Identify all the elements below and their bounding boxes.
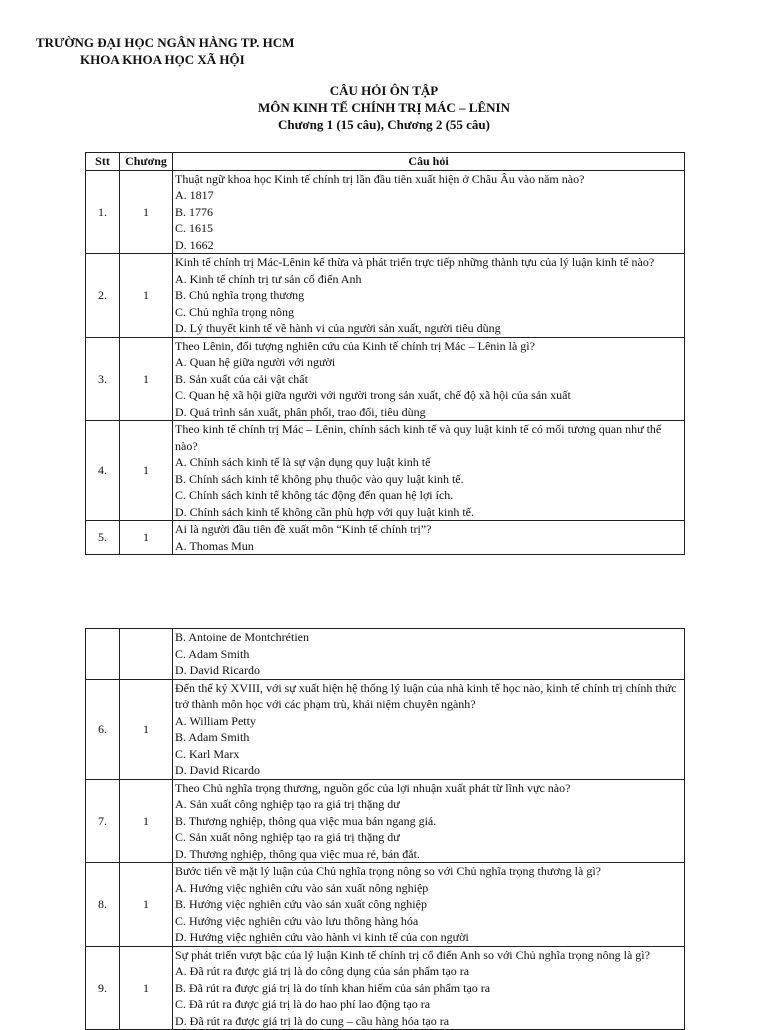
row-chapter: 1 xyxy=(120,337,173,421)
row-chapter: 1 xyxy=(120,421,173,521)
question-text: Theo Lênin, đối tượng nghiên cứu của Kinh tế chính trị Mác – Lênin là gì? xyxy=(175,338,535,353)
question-text: Ai là người đầu tiên đề xuất môn “Kinh tế chính trị”? xyxy=(175,522,432,536)
answer-option: D. David Ricardo xyxy=(175,663,260,677)
row-stt: 4. xyxy=(86,421,120,521)
row-chapter: 1 xyxy=(120,170,173,254)
row-chapter: 1 xyxy=(120,779,173,863)
table-row xyxy=(86,946,685,1030)
table-body-page-2 xyxy=(86,629,685,1030)
answer-option: B. Sản xuất của cải vật chất xyxy=(175,371,308,386)
row-chapter: 1 xyxy=(120,863,173,947)
table-row xyxy=(86,629,685,680)
table-row xyxy=(86,521,685,555)
row-stt xyxy=(86,629,120,680)
answer-option: A. Kinh tế chính trị tư sản cổ điển Anh xyxy=(175,271,362,286)
answer-option: C. Chính sách kinh tế không tác động đến quan hệ lợi ích. xyxy=(175,488,454,502)
question-text: Kinh tế chính trị Mác-Lênin kế thừa và phát triển trực tiếp những thành tựu của lý luận kinh tế nào? xyxy=(175,255,655,269)
row-question xyxy=(173,170,685,254)
question-table-page-2 xyxy=(85,628,685,1030)
table-row xyxy=(86,254,685,338)
table-body-page-1 xyxy=(86,170,685,555)
row-stt: 7. xyxy=(86,779,120,863)
course-title: MÔN KINH TẾ CHÍNH TRỊ MÁC – LÊNIN xyxy=(258,100,510,115)
question-text: Theo Chủ nghĩa trọng thương, nguồn gốc của lợi nhuận xuất phát từ lĩnh vực nào? xyxy=(175,780,571,795)
chapter-summary: Chương 1 (15 câu), Chương 2 (55 câu) xyxy=(277,117,490,132)
answer-option: A. Thomas Mun xyxy=(175,538,254,553)
answer-option: D. Đã rút ra được giá trị là do cung – cầu hàng hóa tạo ra xyxy=(175,1013,450,1028)
answer-option: D. 1662 xyxy=(175,237,214,252)
row-question xyxy=(173,779,685,863)
answer-option: C. Hướng việc nghiên cứu vào lưu thông hàng hóa xyxy=(175,913,419,928)
table-row xyxy=(86,679,685,779)
table-row xyxy=(86,779,685,863)
header-question: Câu hỏi xyxy=(173,153,685,171)
answer-option: D. Thương nghiệp, thông qua việc mua rẻ, bán đắt. xyxy=(175,846,420,861)
answer-option: C. Karl Marx xyxy=(175,746,240,761)
row-question xyxy=(173,521,685,555)
question-text: Sự phát triển vượt bậc của lý luận Kinh tế chính trị cổ điển Anh so với Chủ nghĩa trọng nông là gì? xyxy=(175,947,650,962)
row-chapter: 1 xyxy=(120,254,173,338)
row-stt: 5. xyxy=(86,521,120,555)
header-stt: Stt xyxy=(86,153,120,171)
question-text: Thuật ngữ khoa học Kinh tế chính trị lần đầu tiên xuất hiện ở Châu Âu vào năm nào? xyxy=(175,171,585,186)
answer-option: B. Chính sách kinh tế không phụ thuộc vào quy luật kinh tế. xyxy=(175,471,464,486)
header-chapter: Chương xyxy=(120,153,173,171)
answer-option: A. Quan hệ giữa người với người xyxy=(175,355,336,369)
question-text: Bước tiến về mặt lý luận của Chủ nghĩa trọng nông so với Chủ nghĩa trọng thương là gì? xyxy=(175,864,601,878)
row-question xyxy=(173,946,685,1030)
answer-option: D. Chính sách kinh tế không cần phù hợp với quy luật kinh tế. xyxy=(175,504,474,519)
answer-option: A. Sản xuất công nghiệp tạo ra giá trị thặng dư xyxy=(175,797,400,811)
answer-option: B. Antoine de Montchrétien xyxy=(175,630,309,644)
row-chapter: 1 xyxy=(120,521,173,555)
table-row xyxy=(86,421,685,521)
row-stt: 9. xyxy=(86,946,120,1030)
row-stt: 2. xyxy=(86,254,120,338)
answer-option: D. Hướng việc nghiên cứu vào hành vi kinh tế của con người xyxy=(175,930,469,944)
table-row xyxy=(86,337,685,421)
row-question xyxy=(173,337,685,421)
answer-option: C. 1615 xyxy=(175,221,214,235)
row-question xyxy=(173,679,685,779)
table-row xyxy=(86,863,685,947)
answer-option: D. David Ricardo xyxy=(175,763,260,777)
table-header-row xyxy=(86,153,685,171)
answer-option: C. Quan hệ xã hội giữa người với người trong sản xuất, chế độ xã hội của sản xuất xyxy=(175,388,571,402)
answer-option: B. Đã rút ra được giá trị là do tính khan hiếm của sản phẩm tạo ra xyxy=(175,980,491,995)
row-stt: 8. xyxy=(86,863,120,947)
row-question xyxy=(173,629,685,680)
answer-option: C. Đã rút ra được giá trị là do hao phí lao động tạo ra xyxy=(175,997,431,1011)
answer-option: C. Sản xuất nông nghiệp tạo ra giá trị thặng dư xyxy=(175,830,400,844)
answer-option: B. Thương nghiệp, thông qua việc mua bán ngang giá. xyxy=(175,813,437,828)
row-question xyxy=(173,863,685,947)
question-text: Theo kinh tế chính trị Mác – Lênin, chính sách kinh tế và quy luật kinh tế có mối tương quan như thế nào? xyxy=(175,422,662,453)
answer-option: C. Adam Smith xyxy=(175,646,250,661)
answer-option: B. Hướng việc nghiên cứu vào sản xuất công nghiệp xyxy=(175,897,427,911)
row-chapter xyxy=(120,629,173,680)
answer-option: C. Chủ nghĩa trọng nông xyxy=(175,304,294,319)
school-name: TRƯỜNG ĐẠI HỌC NGÂN HÀNG TP. HCM xyxy=(36,35,295,50)
answer-option: A. Hướng việc nghiên cứu vào sản xuất nông nghiệp xyxy=(175,880,429,895)
question-table-page-1 xyxy=(85,152,685,555)
row-chapter: 1 xyxy=(120,679,173,779)
row-question xyxy=(173,421,685,521)
faculty-name: KHOA KHOA HỌC XÃ HỘI xyxy=(80,52,245,67)
answer-option: B. Chủ nghĩa trọng thương xyxy=(175,288,305,302)
answer-option: D. Quá trình sản xuất, phân phối, trao đổi, tiêu dùng xyxy=(175,404,426,419)
answer-option: A. Đã rút ra được giá trị là do công dụng của sản phẩm tạo ra xyxy=(175,964,470,978)
question-text: Đến thế kỷ XVIII, với sự xuất hiện hệ thống lý luận của nhà kinh tế học nào, kinh tế chính trị chính thức trở thành môn học với các phạm trù, khái niệm chuyên ngành? xyxy=(175,680,677,711)
row-chapter: 1 xyxy=(120,946,173,1030)
row-stt: 3. xyxy=(86,337,120,421)
answer-option: A. 1817 xyxy=(175,188,214,202)
answer-option: B. 1776 xyxy=(175,204,214,219)
row-stt: 1. xyxy=(86,170,120,254)
answer-option: A. Chính sách kinh tế là sự vận dụng quy luật kinh tế xyxy=(175,455,431,469)
answer-option: A. William Petty xyxy=(175,713,256,728)
row-stt: 6. xyxy=(86,679,120,779)
answer-option: D. Lý thuyết kinh tế về hành vi của người sản xuất, người tiêu dùng xyxy=(175,321,501,335)
doc-title: CÂU HỎI ÔN TẬP xyxy=(329,83,439,98)
answer-option: B. Adam Smith xyxy=(175,730,250,744)
table-row xyxy=(86,170,685,254)
row-question xyxy=(173,254,685,338)
